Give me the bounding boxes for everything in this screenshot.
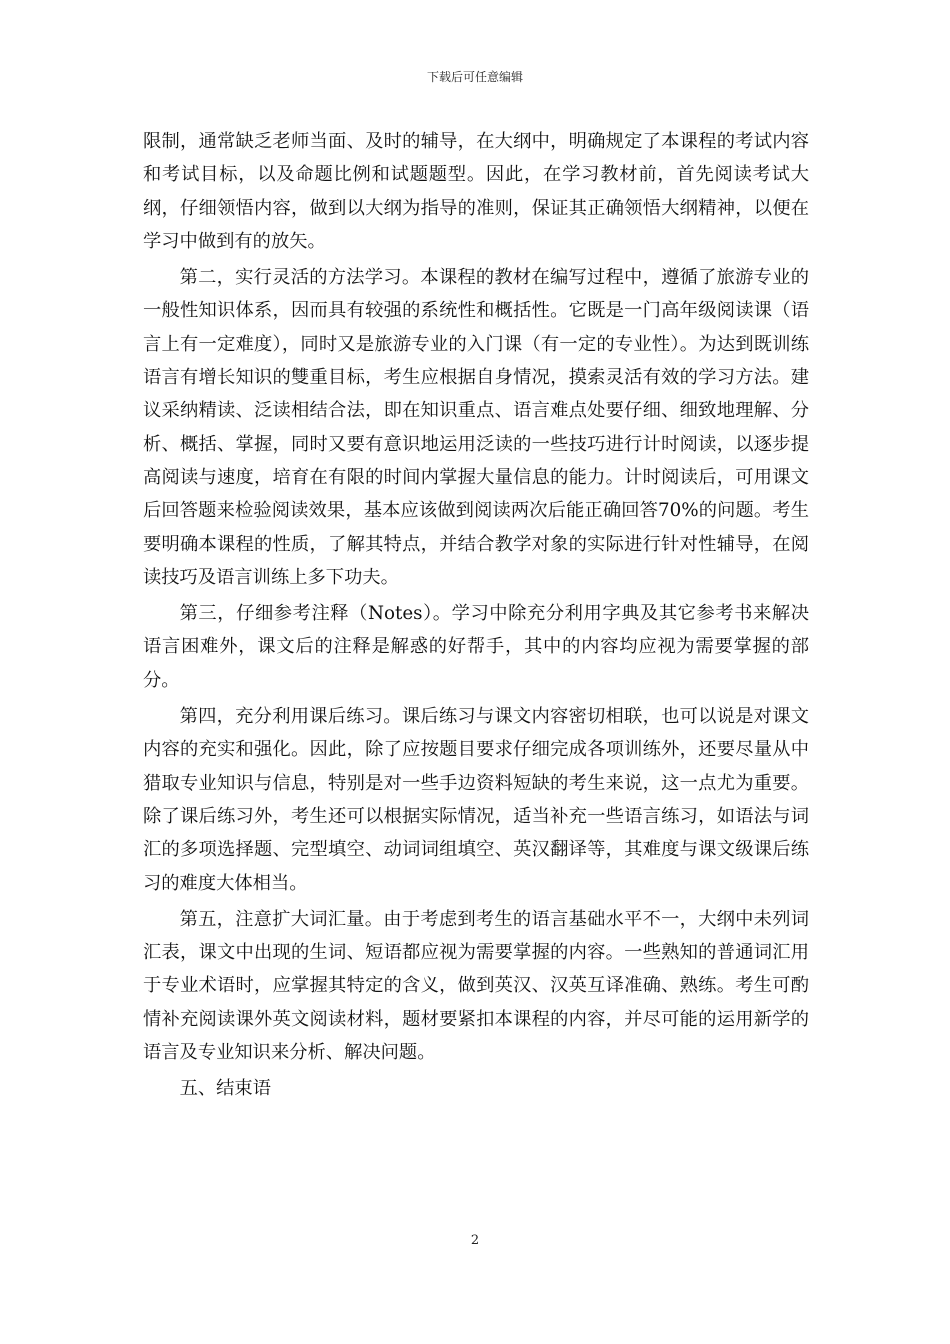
section-heading: 五、结束语 xyxy=(179,1078,271,1100)
page-header: 下载后可任意编辑 xyxy=(426,70,523,84)
document-body xyxy=(143,125,809,1109)
paragraph-second: 第二，实行灵活的方法学习。本课程的教材在编写过程中，遵循了旅游专业的一般性知识体系，因而具有较强的系统性和概括性。它既是一门高年级阅读课（语言上有一定难度），同时又是旅游专业的入门课（有一定的专业性）。为达到既训练语言有增长知识的雙重目标，考生应根据自身情况，摸索灵活有效的学习方法。建议采纳精读、泛读相结合法，即在知识重点、语言难点处要仔细、细致地理解、分析、概括、掌握，同时又要有意识地运用泛读的一些技巧进行计时阅读，以逐步提高阅读与速度，培育在有限的时间内掌握大量信息的能力。计时阅读后，可用课文后回答题来检验阅读效果，基本应该做到阅读两次后能正确回答70%的问题。考生要明确本课程的性质，了解其特点，并结合教学对象的实际进行针对性辅导，在阅读技巧及语言训练上多下功夫。 xyxy=(143,267,809,588)
paragraph-fourth: 第四，充分利用课后练习。课后练习与课文内容密切相联，也可以说是对课文内容的充实和强化。因此，除了应按题目要求仔细完成各项训练外，还要尽量从中猎取专业知识与信息，特别是对一些手边资料短缺的考生来说，这一点尤为重要。除了课后练习外，考生还可以根据实际情况，适当补充一些语言练习，如语法与词汇的多项选择题、完型填空、动词词组填空、英汉翻译等，其难度与课文级课后练习的难度大体相当。 xyxy=(143,706,809,894)
paragraph-continuation: 限制，通常缺乏老师当面、及时的辅导，在大纲中，明确规定了本课程的考试内容和考试目标，以及命题比例和试题题型。因此，在学习教材前，首先阅读考试大纲，仔细领悟内容，做到以大纲为指导的准则，保证其正确领悟大纲精神，以便在学习中做到有的放矢。 xyxy=(143,131,809,252)
paragraph-third: 第三，仔细参考注释（Notes）。学习中除充分利用字典及其它参考书来解决语言困难外，课文后的注释是解惑的好帮手，其中的内容均应视为需要掌握的部分。 xyxy=(143,603,809,691)
paragraph-fifth: 第五，注意扩大词汇量。由于考虑到考生的语言基础水平不一，大纲中未列词汇表，课文中出现的生词、短语都应视为需要掌握的内容。一些熟知的普通词汇用于专业术语时，应掌握其特定的含义，做到英汉、汉英互译准确、熟练。考生可酌情补充阅读课外英文阅读材料，题材要紧扣本课程的内容，并尽可能的运用新学的语言及专业知识来分析、解决问题。 xyxy=(143,908,809,1064)
page-number: 2 xyxy=(470,1233,480,1248)
